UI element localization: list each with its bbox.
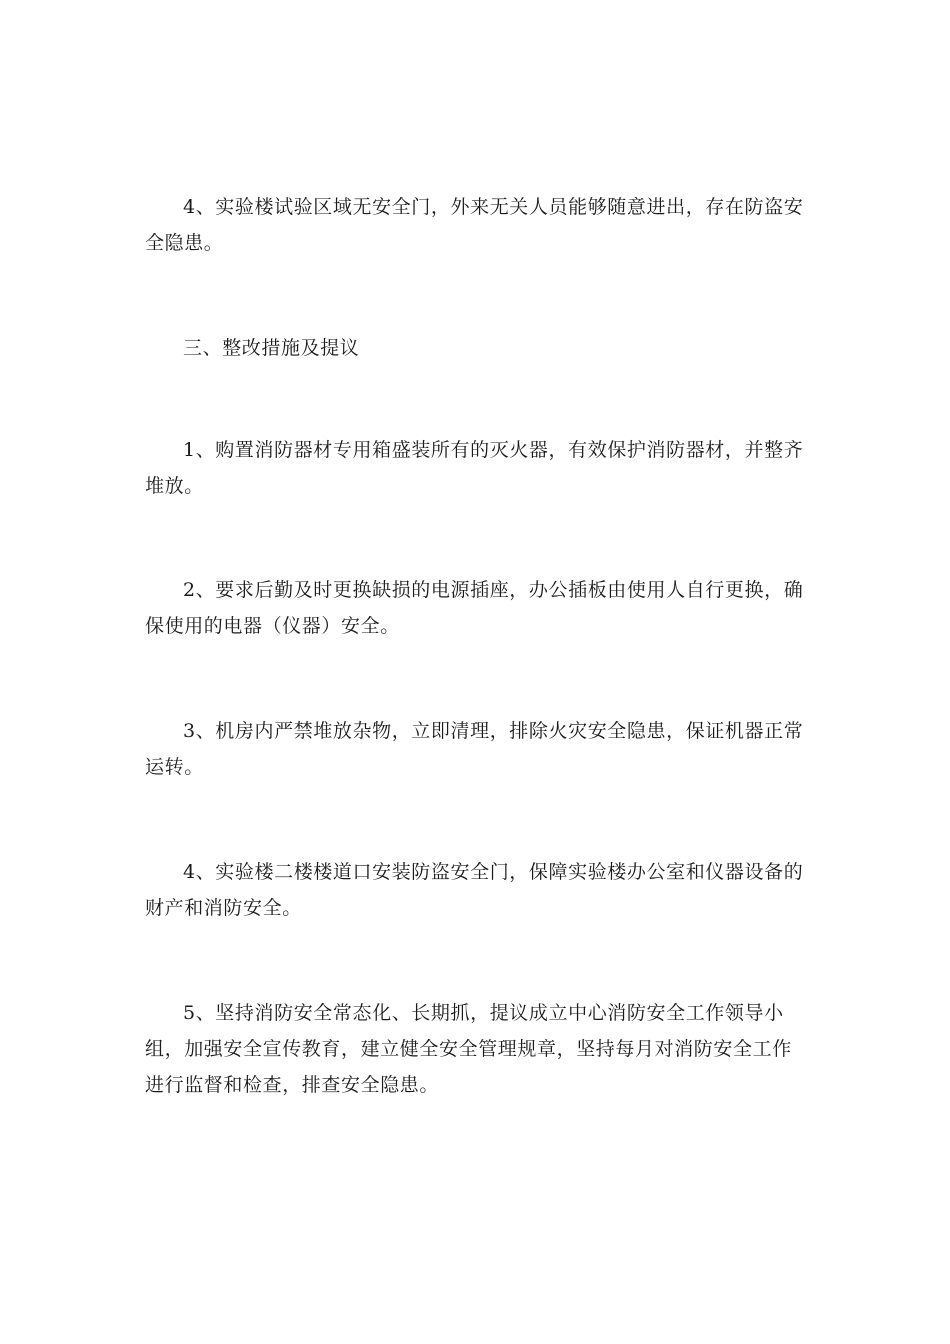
paragraph-3-server-room: 3、机房内严禁堆放杂物，立即清理，排除火灾安全隐患，保证机器正常运转。 bbox=[145, 720, 804, 778]
paragraph-2-power-sockets: 2、要求后勤及时更换缺损的电源插座，办公插板由使用人自行更换，确保使用的电器（仪器）安全。 bbox=[145, 579, 804, 637]
section-heading-rectification: 三、整改措施及提议 bbox=[183, 337, 360, 359]
paragraph-5-long-term: 5、坚持消防安全常态化、长期抓，提议成立中心消防安全工作领导小组，加强安全宣传教育，建立健全安全管理规章，坚持每月对消防安全工作进行监督和检查，排查安全隐患。 bbox=[145, 1002, 792, 1096]
paragraph-4-security-door: 4、实验楼试验区域无安全门，外来无关人员能够随意进出，存在防盗安全隐患。 bbox=[145, 196, 804, 254]
paragraph-4-install-door: 4、实验楼二楼楼道口安装防盗安全门，保障实验楼办公室和仪器设备的财产和消防安全。 bbox=[145, 861, 804, 919]
paragraph-1-fire-equipment: 1、购置消防器材专用箱盛装所有的灭火器，有效保护消防器材，并整齐堆放。 bbox=[145, 439, 804, 497]
